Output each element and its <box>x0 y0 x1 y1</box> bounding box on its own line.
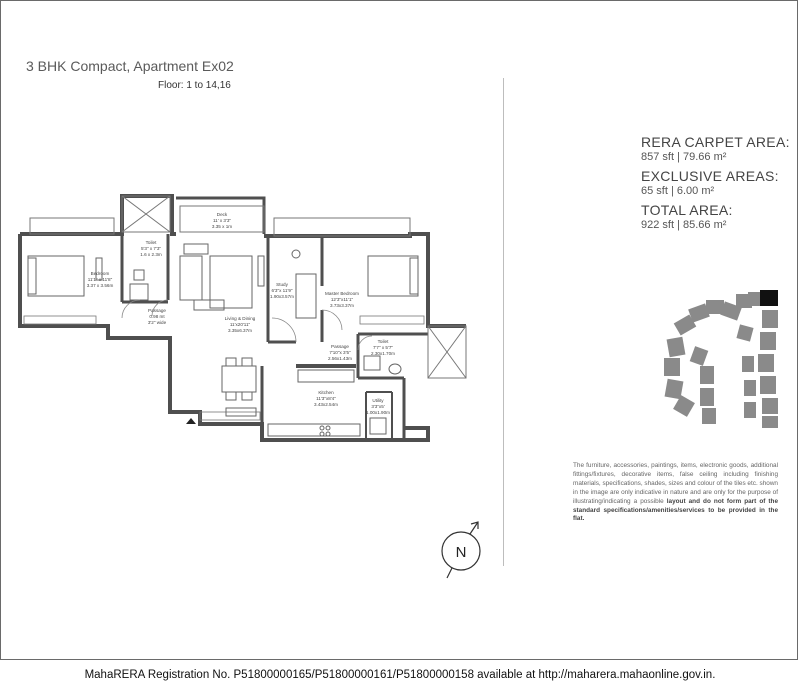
exclusive-areas-label: EXCLUSIVE AREAS: <box>641 168 779 184</box>
utility-dim2: 1.00x1.90m <box>365 410 391 415</box>
disclaimer-text: The furniture, accessories, paintings, items, electronic goods, additional fittings/fixtures, decorative items, false ceiling including finishing materials, specifications, shades, sizes and colour of the tiles etc. shown in the image are only indicative in nature and are only for the purpose of illustrating/indicating a possible <box>573 462 778 505</box>
key-plan <box>664 290 778 428</box>
master-bedroom-dim2: 3.73x3.37m <box>329 303 355 308</box>
outer-wall-top-right <box>264 234 466 326</box>
rera-carpet-area-value: 857 sft | 79.66 m² <box>641 151 727 163</box>
total-area-value: 922 sft | 85.66 m² <box>641 219 727 231</box>
toilet2-dim2: 2.30x1.70m <box>370 351 396 356</box>
utility-dim1: 3'3"x5' <box>371 404 385 409</box>
bedroom-label: Bedroom <box>90 271 110 276</box>
disclaimer-bold-text: layout and do not form part of the standard specifications/amenities/services to be provided in the flat. <box>573 497 779 523</box>
maharera-footer: MahaRERA Registration No. P51800000165/P51800000161/P51800000158 available at http://maharera.mahaonline.gov.in. <box>84 669 716 681</box>
passage1-dim1: 0.98 mt <box>149 314 165 319</box>
plan-title: 3 BHK Compact, Apartment Ex02 <box>26 58 234 74</box>
total-area-label: TOTAL AREA: <box>641 202 733 218</box>
living-label: Living & Dining <box>224 316 256 321</box>
toilet1-label: Toilet <box>145 240 157 245</box>
toilet1-dim2: 1.6 x 2.3m <box>140 252 162 257</box>
compass-north-label: N <box>455 544 467 561</box>
utility-label: Utility <box>372 398 384 403</box>
bedroom-dim1: 11'1" x 11'8" <box>87 277 113 282</box>
deck-dim1: 11' x 3'3" <box>212 218 232 223</box>
passage2-label: Passage <box>331 344 349 349</box>
deck-label: Deck <box>216 212 228 217</box>
passage1-dim2: 3'2" wide <box>147 320 167 325</box>
study-dim1: 6'3"x 11'9" <box>271 288 293 293</box>
master-bedroom-dim1: 12'3"x11'1" <box>330 297 354 302</box>
outer-wall-top-left <box>20 196 176 234</box>
living-dim2: 3.35x6.37m <box>227 328 253 333</box>
passage2-dim2: 2.56x1.43m <box>327 356 353 361</box>
study-dim2: 1.90x3.57m <box>269 294 295 299</box>
floor-range: Floor: 1 to 14,16 <box>158 80 231 91</box>
exclusive-areas-value: 65 sft | 6.00 m² <box>641 185 715 197</box>
toilet1-dim1: 5'3" x 7'3" <box>140 246 162 251</box>
kitchen-label: Kitchen <box>318 390 334 395</box>
study-label: Study <box>276 282 288 287</box>
deck-dim2: 3.35 x 1m <box>211 224 233 229</box>
living-dim1: 11'x20'11" <box>229 322 251 327</box>
toilet2-dim1: 7'7" x 5'7" <box>372 345 394 350</box>
area-summary <box>641 134 791 236</box>
master-bedroom-label: Master Bedroom <box>325 291 359 296</box>
toilet2-label: Toilet <box>377 339 389 344</box>
kitchen-dim1: 11'3"x8'4" <box>316 396 336 401</box>
rera-carpet-area-label: RERA CARPET AREA: <box>641 134 790 150</box>
kitchen-dim2: 3.43x2.54m <box>313 402 339 407</box>
disclaimer <box>573 462 778 524</box>
passage2-dim1: 7'10"x 3'5" <box>329 350 351 355</box>
passage1-label: Passage <box>148 308 166 313</box>
bedroom-dim2: 3.37 x 3.56m <box>86 283 114 288</box>
